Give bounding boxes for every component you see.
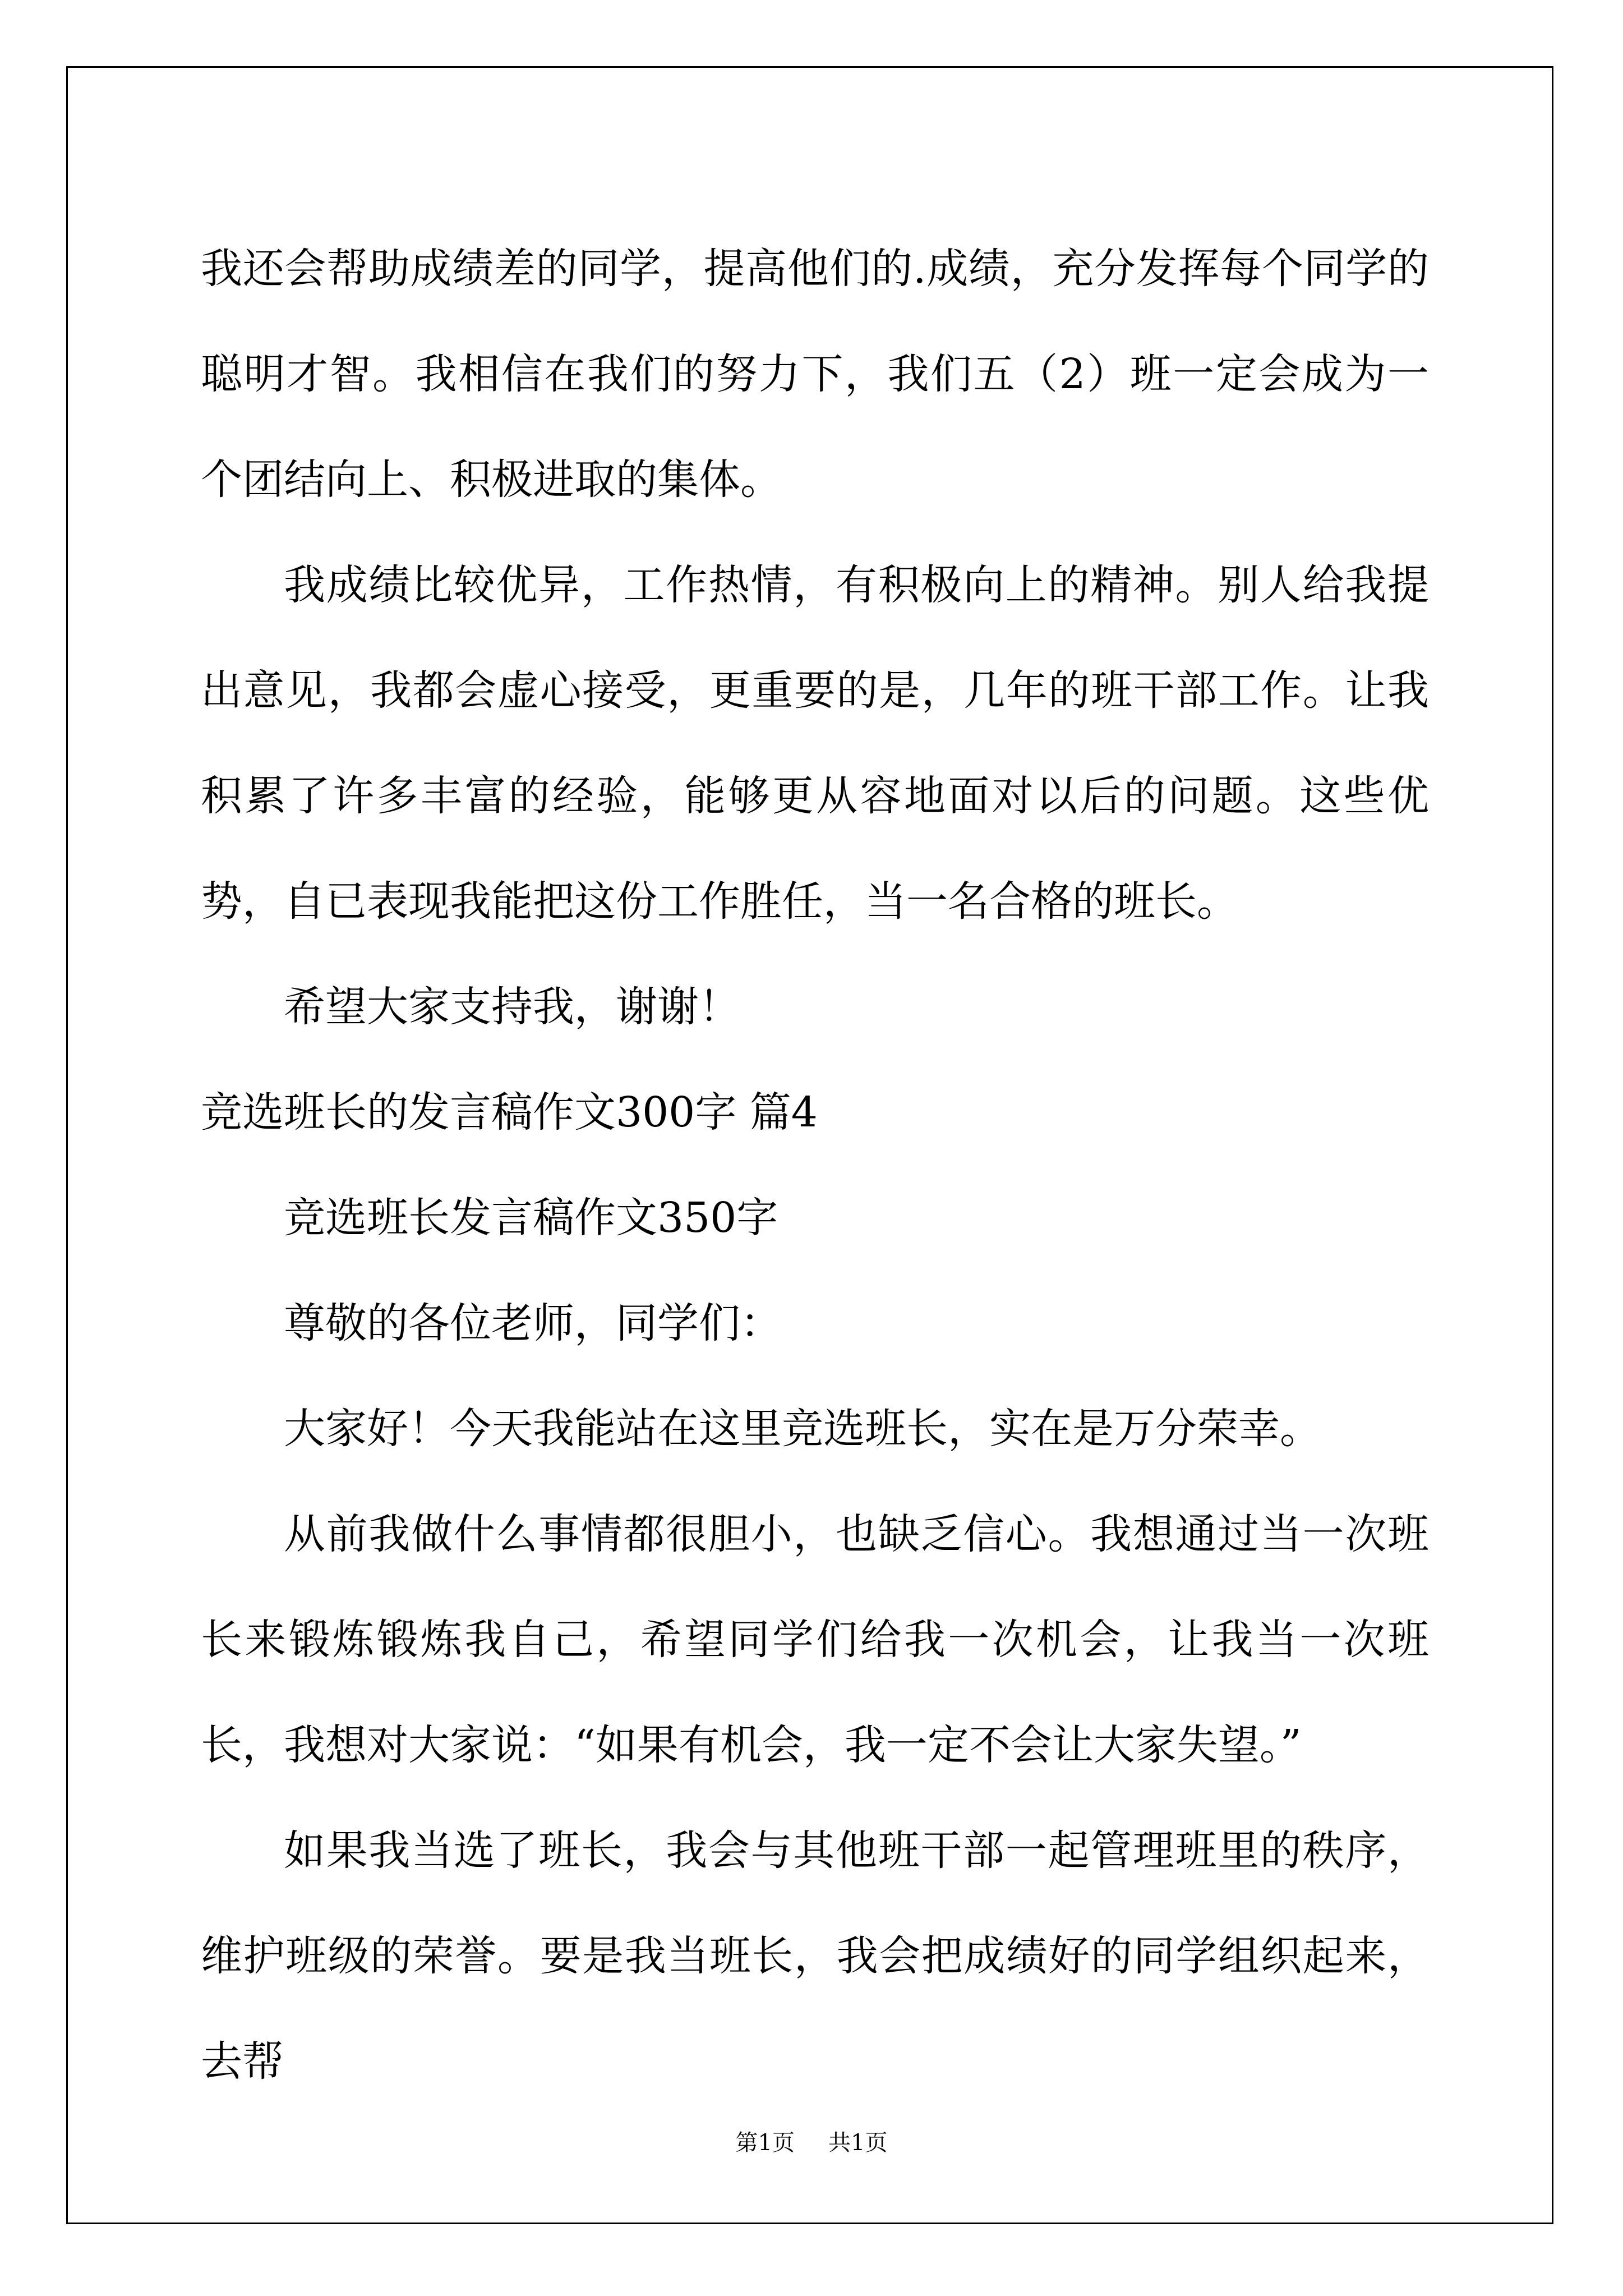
paragraph: 我还会帮助成绩差的同学，提高他们的.成绩，充分发挥每个同学的聪明才智。我相信在我们的努力下，我们五（2）班一定会成为一个团结向上、积极进取的集体。 [201,245,1429,504]
paragraph: 希望大家支持我，谢谢！ [284,983,740,1031]
paragraph: 从前我做什么事情都很胆小，也缺乏信心。我想通过当一次班长来锻炼锻炼我自己，希望同学们给我一次机会，让我当一次班长，我想对大家说：“如果有机会，我一定不会让大家失望。” [201,1510,1429,1769]
paragraph: 大家好！今天我能站在这里竞选班长，实在是万分荣幸。 [284,1405,1321,1453]
page-number: 第1页 [735,2130,795,2156]
page-footer [0,2129,1623,2157]
paragraph: 如果我当选了班长，我会与其他班干部一起管理班里的秩序，维护班级的荣誉。要是我当班长，我会把成绩好的同学组织起来，去帮 [201,1826,1429,2086]
document-body [201,216,1429,2114]
paragraph: 我成绩比较优异，工作热情，有积极向上的精神。别人给我提出意见，我都会虚心接受，更重要的是，几年的班干部工作。让我积累了许多丰富的经验，能够更从容地面对以后的问题。这些优势，自已表现我能把这份工作胜任，当一名合格的班长。 [201,561,1429,926]
essay-title: 竞选班长发言稿作文350字 [284,1194,778,1242]
section-heading: 竞选班长的发言稿作文300字 篇4 [201,1088,818,1137]
salutation: 尊敬的各位老师，同学们： [284,1299,782,1347]
page-total: 共1页 [828,2130,888,2156]
